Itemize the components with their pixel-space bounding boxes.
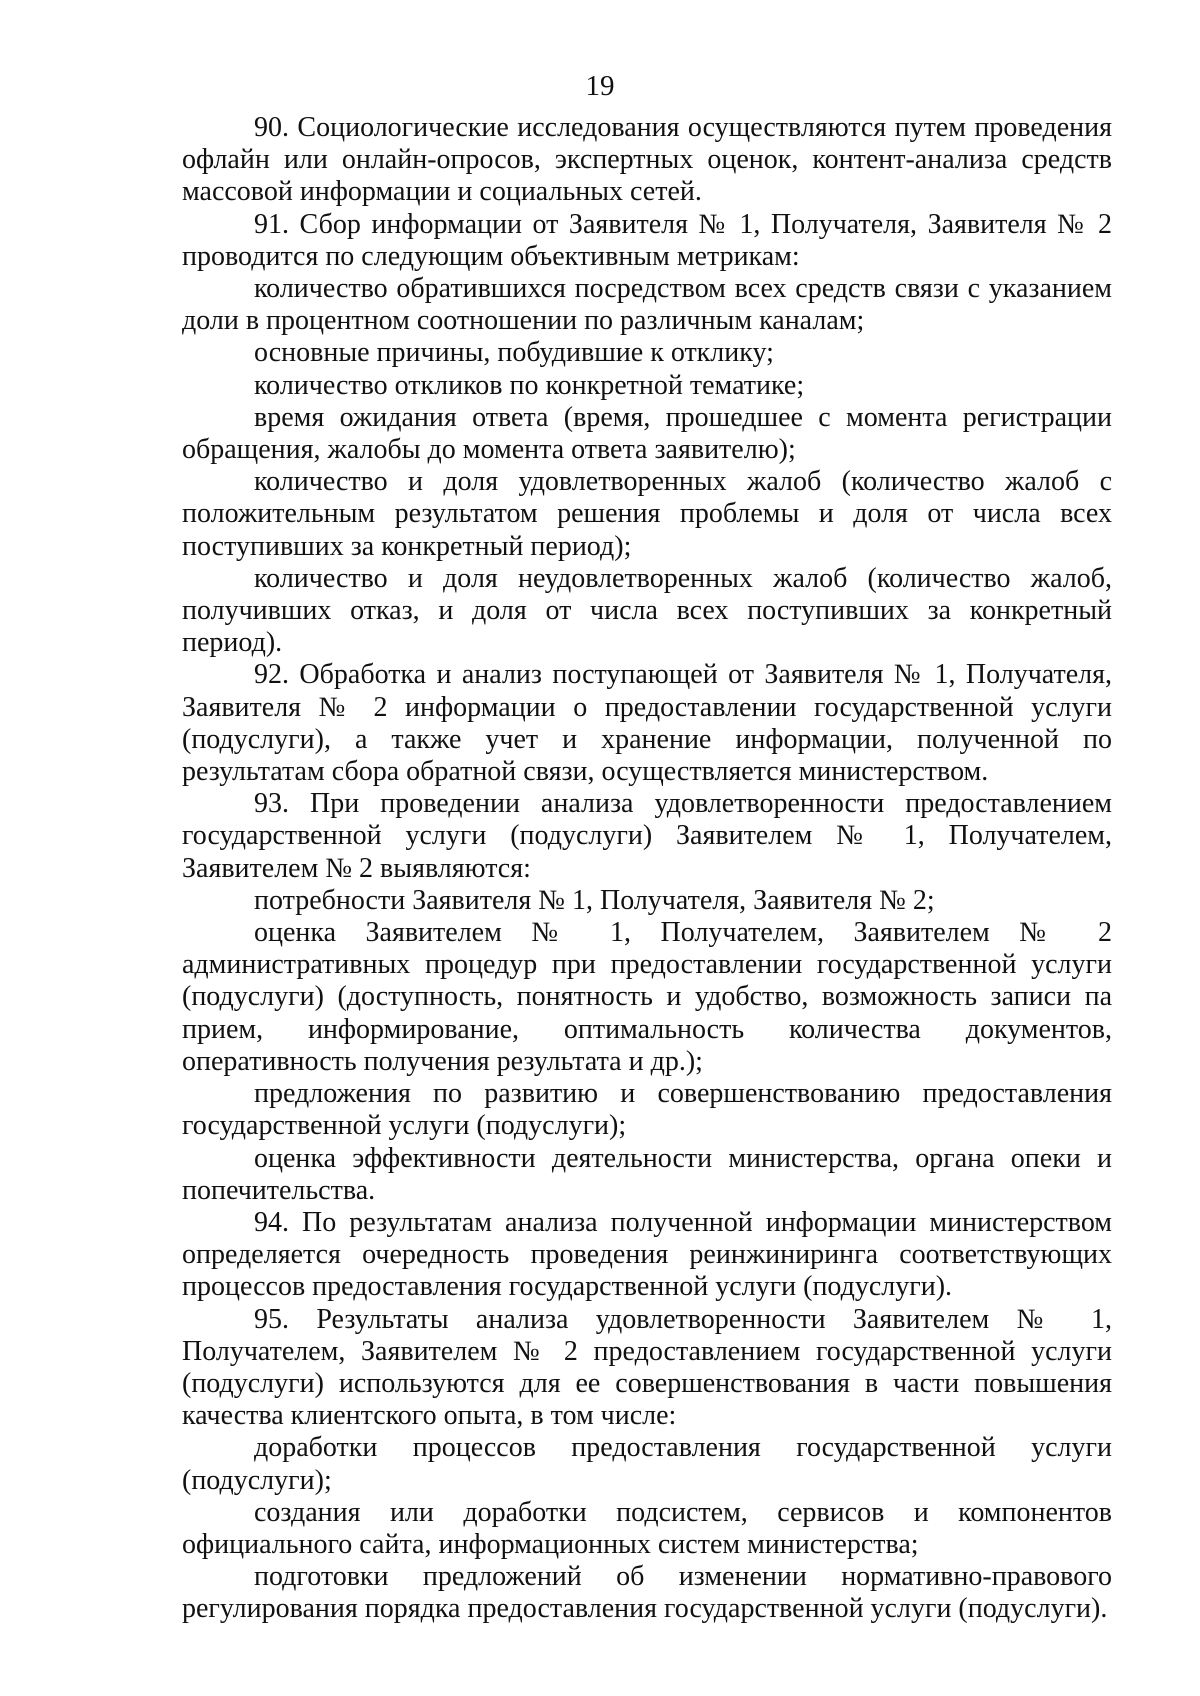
- improvement-item: доработки процессов предоставления государственной услуги (подуслуги);: [182, 1432, 1112, 1496]
- paragraph-93: 93. При проведении анализа удовлетворенности предоставлением государственной услуги (подуслуги) Заявителем № 1, Получателем, Заявителем № 2 выявляются:: [182, 788, 1112, 884]
- metric-item: время ожидания ответа (время, прошедшее с момента регистрации обращения, жалобы до момента ответа заявителю);: [182, 401, 1112, 466]
- metric-item: основные причины, побудившие к отклику;: [254, 337, 774, 369]
- paragraph-90: 90. Социологические исследования осуществляются путем проведения офлайн или онлайн-опросов, экспертных оценок, контент-анализа средств массовой информации и социальных сетей.: [182, 112, 1112, 208]
- improvement-item: создания или доработки подсистем, сервисов и компонентов официального сайта, информационных систем министерства;: [182, 1496, 1112, 1560]
- analysis-item: потребности Заявителя № 1, Получателя, Заявителя № 2;: [254, 884, 935, 916]
- analysis-item: предложения по развитию и совершенствованию предоставления государственной услуги (подуслуги);: [182, 1078, 1112, 1142]
- metric-item: количество откликов по конкретной тематике;: [254, 369, 805, 401]
- paragraph-91: 91. Сбор информации от Заявителя № 1, Получателя, Заявителя № 2 проводится по следующим объективным метрикам:: [182, 208, 1112, 272]
- metric-item: количество и доля удовлетворенных жалоб (количество жалоб с положительным результатом решения проблемы и доля от числа всех поступивших за конкретный период);: [182, 466, 1112, 562]
- document-body: [182, 112, 1112, 1626]
- page-number: 19: [585, 70, 615, 102]
- analysis-item: оценка эффективности деятельности министерства, органа опеки и попечительства.: [182, 1142, 1112, 1206]
- metric-item: количество и доля неудовлетворенных жалоб (количество жалоб, получивших отказ, и доля от числа всех поступивших за конкретный период).: [182, 562, 1112, 659]
- metric-item: количество обратившихся посредством всех средств связи с указанием доли в процентном соотношении по различным каналам;: [182, 273, 1112, 337]
- improvement-item: подготовки предложений об изменении нормативно-правового регулирования порядка предоставления государственной услуги (подуслуги).: [182, 1561, 1112, 1625]
- paragraph-95: 95. Результаты анализа удовлетворенности Заявителем № 1, Получателем, Заявителем № 2 предоставлением государственной услуги (подуслуги) используются для ее совершенствования в части повышения качества клиентского опыта, в том числе:: [182, 1303, 1112, 1432]
- paragraph-94: 94. По результатам анализа полученной информации министерством определяется очередность проведения реинжиниринга соответствующих процессов предоставления государственной услуги (подуслуги).: [182, 1206, 1112, 1303]
- paragraph-92: 92. Обработка и анализ поступающей от Заявителя № 1, Получателя, Заявителя № 2 информации о предоставлении государственной услуги (подуслуги), а также учет и хранение информации, полученной по результатам сбора обратной связи, осуществляется министерством.: [182, 659, 1112, 788]
- analysis-item: оценка Заявителем № 1, Получателем, Заявителем № 2 административных процедур при предоставлении государственной услуги (подуслуги) (доступность, понятность и удобство, возможность записи па прием, информирование, оптимальность количества документов, оперативность получения результата и др.);: [182, 917, 1112, 1077]
